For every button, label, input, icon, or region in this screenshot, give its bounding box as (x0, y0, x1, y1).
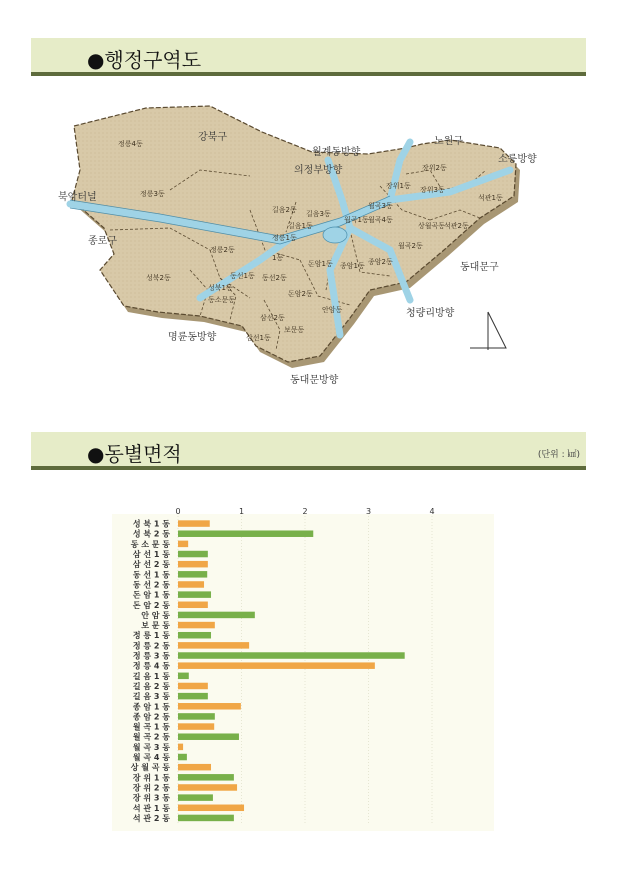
category-label: 성 북 1 동 (132, 519, 170, 529)
bar (178, 683, 208, 690)
category-label: 돈 암 1 동 (132, 590, 170, 600)
district-label: 길음1동 (288, 222, 313, 230)
bar (178, 733, 239, 740)
bar (178, 530, 313, 537)
x-tick-label: 2 (302, 508, 308, 516)
category-label: 동 소 문 동 (130, 539, 170, 549)
district-map-svg (50, 100, 570, 400)
category-label: 석 관 2 동 (132, 813, 170, 823)
district-label: 성북2동 (146, 274, 171, 282)
bar (178, 520, 210, 527)
bar (178, 581, 204, 588)
direction-label: 월계동방향 (312, 147, 361, 158)
district-label: 장위1동 (386, 182, 411, 190)
district-label: 월곡1동 (344, 216, 369, 224)
category-label: 성 북 2 동 (132, 529, 170, 539)
category-label: 정 릉 3 동 (132, 651, 170, 661)
category-label: 장 위 2 동 (132, 783, 170, 793)
bar (178, 602, 208, 609)
x-tick-label: 1 (238, 508, 245, 516)
bar (178, 541, 188, 548)
category-label: 상 월 곡 동 (130, 763, 170, 773)
chart-section-header (31, 432, 586, 470)
bar (178, 703, 241, 710)
district-label: 돈암2동 (288, 290, 313, 298)
x-tick-label: 3 (365, 508, 372, 516)
neighbor-label: 종로구 (88, 236, 117, 247)
bar (178, 632, 211, 639)
district-label: 정릉2동 (210, 246, 235, 254)
district-label: 삼선2동 (260, 314, 285, 322)
neighbor-label: 동대문구 (460, 262, 499, 273)
map-section-header (31, 38, 586, 76)
district-label: 종암1동 (340, 262, 365, 270)
bar (178, 642, 249, 649)
district-label: 성북1동 (208, 284, 233, 292)
district-label: 길음3동 (306, 210, 331, 218)
bar (178, 723, 214, 730)
category-label: 길 음 2 동 (132, 681, 170, 691)
district-label: 월곡4동 (368, 216, 393, 224)
neighbor-label: 노원구 (434, 136, 463, 147)
category-label: 정 릉 4 동 (132, 661, 170, 671)
category-label: 월 곡 2 동 (132, 732, 170, 742)
direction-label: 동대문방향 (290, 375, 339, 386)
category-label: 월 곡 3 동 (132, 742, 170, 752)
area-bar-chart-svg (112, 508, 494, 831)
bar (178, 784, 237, 791)
bar (178, 551, 208, 558)
category-label: 석 관 1 동 (132, 803, 170, 813)
district-label: 석관2동 (444, 222, 469, 230)
bar (178, 754, 187, 761)
category-label: 안 암 동 (141, 610, 170, 620)
district-label: 월곡2동 (398, 242, 423, 250)
bar (178, 591, 211, 598)
district-map (50, 100, 570, 400)
district-label: 장위3동 (420, 186, 445, 194)
bar (178, 673, 189, 680)
bar (178, 744, 183, 751)
district-label: 정릉1동 (272, 234, 297, 242)
district-label: 길음2동 (272, 206, 297, 214)
district-label: 삼선1동 (246, 334, 271, 342)
district-label: 정릉3동 (140, 190, 165, 198)
district-label: 안암동 (322, 306, 343, 314)
category-label: 장 위 1 동 (132, 773, 170, 783)
bar (178, 652, 405, 659)
direction-label: 의정부방향 (294, 165, 343, 176)
district-label: 동선1동 (230, 272, 255, 280)
area-bar-chart (112, 508, 494, 831)
direction-label: 청량리방향 (406, 308, 455, 319)
category-label: 삼 선 2 동 (132, 560, 170, 570)
chart-section-title: ●동별면적 (87, 442, 182, 466)
bar (178, 612, 255, 619)
category-label: 돈 암 2 동 (132, 600, 170, 610)
category-label: 길 음 1 동 (132, 671, 170, 681)
neighbor-label: 북악터널 (58, 192, 97, 203)
category-label: 동 선 1 동 (132, 570, 170, 580)
map-section-title: ●행정구역도 (87, 48, 202, 72)
district-label: 1동 (272, 254, 284, 262)
direction-label: 명륜동방향 (168, 332, 217, 343)
category-label: 종 암 2 동 (132, 712, 170, 722)
bar (178, 693, 208, 700)
district-label: 석관1동 (478, 194, 503, 202)
bar (178, 571, 207, 578)
district-label: 종암2동 (368, 258, 393, 266)
bar (178, 815, 234, 822)
bar (178, 662, 375, 669)
district-label: 상월곡동 (418, 222, 446, 230)
category-label: 정 릉 1 동 (132, 631, 170, 641)
district-label: 정릉4동 (118, 140, 143, 148)
bar (178, 764, 211, 771)
map-junction (323, 227, 347, 243)
category-label: 종 암 1 동 (132, 702, 170, 712)
bar (178, 713, 215, 720)
bar (178, 561, 208, 568)
district-label: 월곡3동 (368, 202, 393, 210)
district-label: 동소문동 (208, 296, 236, 304)
neighbor-label: 강북구 (198, 132, 227, 143)
category-label: 정 릉 2 동 (132, 641, 170, 651)
unit-note: (단위 : ㎢) (537, 450, 580, 460)
north-arrow-icon (470, 312, 506, 350)
x-tick-label: 0 (175, 508, 181, 516)
category-label: 길 음 3 동 (132, 692, 170, 702)
category-label: 월 곡 1 동 (132, 722, 170, 732)
bar (178, 794, 213, 801)
district-label: 돈암1동 (308, 260, 333, 268)
category-label: 동 선 2 동 (132, 580, 170, 590)
x-tick-label: 4 (429, 508, 435, 516)
category-label: 삼 선 1 동 (132, 550, 170, 560)
category-label: 장 위 3 동 (132, 793, 170, 803)
bar (178, 622, 215, 629)
district-label: 보문동 (284, 326, 305, 334)
direction-label: 소릉방향 (498, 154, 537, 165)
district-label: 장위2동 (422, 164, 447, 172)
district-label: 동선2동 (262, 274, 287, 282)
category-label: 월 곡 4 동 (132, 753, 170, 763)
category-label: 보 문 동 (141, 621, 170, 631)
bar (178, 805, 244, 812)
bar (178, 774, 234, 781)
